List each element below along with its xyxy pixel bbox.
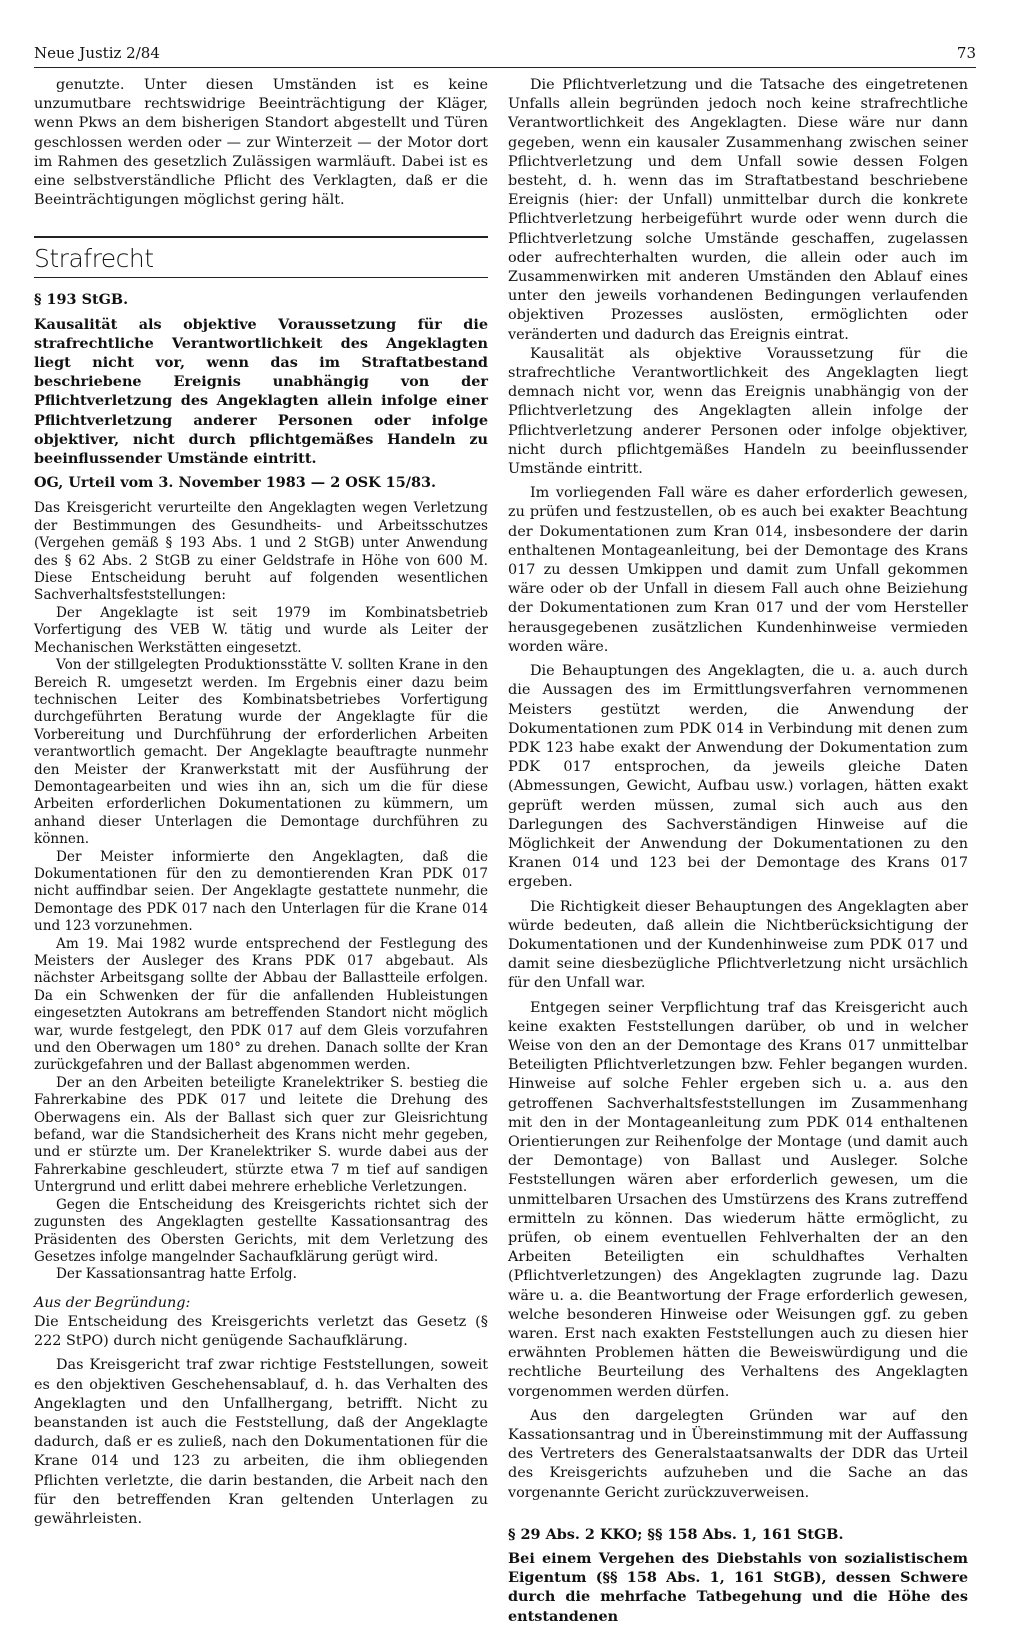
section-title: Strafrecht xyxy=(34,244,154,274)
left-column xyxy=(34,76,488,1529)
law-reference: § 193 StGB. xyxy=(34,291,129,309)
journal-title: Neue Justiz 2/84 xyxy=(34,44,160,62)
reasons-heading: Aus der Begründung: xyxy=(34,1294,191,1311)
intro-paragraph: genutzte. Unter diesen Umständen ist es keine unzumutbare rechtswidrige Beeinträchtigung der Kläger, wenn Pkws an dem bisherigen Standort abgestellt und Türen geschlossen werden oder — zur Winterzeit — der Motor dort im Rahmen des gesetzlich Zulässigen warmläuft. Dabei ist es eine selbstverständliche Pflicht des Verklagten, daß er die Beeinträchtigungen möglichst gering hält. xyxy=(34,77,488,209)
fact-paragraph: Gegen die Entscheidung des Kreisgerichts richtet sich der zugunsten des Angeklagten gestellte Kassationsantrag des Präsidenten des Obersten Gerichts, mit dem Verletzung des Gesetzes infolge mangelnder Sachaufklärung gerügt wird. xyxy=(34,1196,488,1265)
fact-paragraph: Das Kreisgericht verurteilte den Angeklagten wegen Verletzung der Bestimmungen des Gesundheits- und Arbeitsschutzes (Vergehen gemäß § 193 Abs. 1 und 2 StGB) unter Anwendung des § 62 Abs. 2 StGB zu einer Geldstrafe in Höhe von 600 M. Diese Entscheidung beruht auf folgenden wesentlichen Sachverhaltsfeststellungen: xyxy=(34,500,488,604)
fact-paragraph: Der Meister informierte den Angeklagten, daß die Dokumentationen für den zu demontierenden Kran PDK 017 nicht auffindbar seien. Der Angeklagte gestattete nunmehr, die Demontage des PDK 017 nach den Unterlagen für die Krane 014 und 123 vorzunehmen. xyxy=(34,848,488,935)
fact-paragraph: Der Angeklagte ist seit 1979 im Kombinatsbetrieb Vorfertigung des VEB W. tätig und wurde als Leiter der Mechanischen Werkstätten eingesetzt. xyxy=(34,604,488,656)
section-rule-top xyxy=(34,236,488,238)
page-header xyxy=(34,40,976,66)
body-paragraph: Die Pflichtverletzung und die Tatsache des eingetretenen Unfalls allein begründen jedoch noch keine strafrechtliche Verantwortlichkeit des Angeklagten. Diese wäre nur dann gegeben, wenn ein kausaler Zusammenhang zwischen seiner Pflichtverletzung und dem Unfall sowie dessen Folgen besteht, d. h. wenn das im Straftatbestand beschriebene Ereignis (hier: der Unfall) unmittelbar durch die konkrete Pflichtverletzung herbeigeführt wurde oder wenn durch die Pflichtverletzung solche Umstände geschaffen, zugelassen oder aufrechterhalten wurden, die allein oder auch im Zusammenwirken mit anderen Umständen den Ablauf eines unter den jeweils vorhandenen Bedingungen verlaufenden objektiven Prozesses auslösten, ermöglichten oder veränderten und dadurch das Ereignis eintrat. xyxy=(508,77,968,343)
body-paragraph: Aus den dargelegten Gründen war auf den Kassationsantrag und in Übereinstimmung mit der Auffassung des Vertreters des Generalstaatsanwalts der DDR das Urteil des Kreisgerichts aufzuheben und die Sache an das vorgenannte Gericht zurückzuverweisen. xyxy=(508,1407,968,1501)
reasons-paragraph: Die Entscheidung des Kreisgerichts verletzt das Gesetz (§ 222 StPO) durch nicht genügende Sachaufklärung. xyxy=(34,1313,488,1350)
headnote-2: Bei einem Vergehen des Diebstahls von sozialistischem Eigentum (§§ 158 Abs. 1, 161 StGB), dessen Schwere durch die mehrfache Tatbegehung und die Höhe des entstandenen xyxy=(508,1550,968,1625)
body-paragraph: Die Behauptungen des Angeklagten, die u. a. auch durch die Aussagen des im Ermittlungsverfahren vernommenen Meisters gestützt werden, die Anwendung der Dokumentationen zum PDK 014 in Verbindung mit denen zum PDK 123 habe exakt der Anwendung der Dokumentation zum PDK 017 entsprochen, da jeweils gleiche Daten (Abmessungen, Gewicht, Aufbau usw.) vorlagen, hätten exakt geprüft werden müssen, zumal sich auch aus den Darlegungen des Sachverständigen Hinweise auf die Möglichkeit der Anwendung der Dokumentationen zu den Kranen 014 und 123 bei der Demontage des Krans 017 ergeben. xyxy=(508,663,968,891)
fact-paragraph: Von der stillgelegten Produktionsstätte V. sollten Krane in den Bereich R. umgesetzt werden. Im Ergebnis einer dazu beim technischen Leiter des Kombinatsbetriebes Vorfertigung durchgeführten Beratung wurde der Angeklagte für die Vorbereitung und Durchführung der erforderlichen Arbeiten verantwortlich gemacht. Der Angeklagte beauftragte nunmehr den Meister der Kranwerkstatt mit der Ausführung der Demontagearbeiten und wies ihn an, sich um die für diese Arbeiten erforderlichen Dokumentationen zu kümmern, um anhand dieser Unterlagen die Demontage durchführen zu können. xyxy=(34,657,488,848)
reasons-paragraph: Das Kreisgericht traf zwar richtige Feststellungen, soweit es den objektiven Geschehensablauf, d. h. das Verhalten des Angeklagten und den Unfallhergang, betrifft. Nicht zu beanstanden ist auch die Feststellung, daß der Angeklagte dadurch, daß er es zuließ, nach den Dokumentationen für die Krane 014 und 123 zu arbeiten, die ihm obliegenden Pflichten verletzte, die darin bestanden, die Arbeit nach den für den betreffenden Kran geltenden Unterlagen zu gewährleisten. xyxy=(34,1357,488,1527)
body-paragraph: Kausalität als objektive Voraussetzung für die strafrechtliche Verantwortlichkeit des Angeklagten liegt demnach nicht vor, wenn das Ereignis unabhängig von der Pflichtverletzung des Angeklagten allein infolge der Pflichtverletzung anderer Personen oder infolge objektiver, nicht durch pflichtgemäßes Handeln zu beeinflussender Umstände eintritt. xyxy=(508,345,968,478)
facts-section xyxy=(34,500,488,1283)
fact-paragraph: Der Kassationsantrag hatte Erfolg. xyxy=(56,1266,297,1283)
law-reference-2: § 29 Abs. 2 KKO; §§ 158 Abs. 1, 161 StGB. xyxy=(508,1525,844,1543)
fact-paragraph: Am 19. Mai 1982 wurde entsprechend der Festlegung des Meisters der Ausleger des Krans PDK 017 abgebaut. Als nächster Arbeitsgang sollte der Abbau der Ballastteile erfolgen. Da ein Schwenken der für die anfallenden Hubleistungen eingesetzten Autokrans am betreffenden Standort nicht möglich war, wurde festgelegt, den PDK 017 auf dem Gleis vorzufahren und den Oberwagen um 180° zu drehen. Danach sollte der Kran zurückgefahren und der Ballast abgenommen werden. xyxy=(34,935,488,1074)
body-paragraph: Im vorliegenden Fall wäre es daher erforderlich gewesen, zu prüfen und festzustellen, ob es auch bei exakter Beachtung der Dokumentationen zum Kran 014, insbesondere der darin enthaltenen Montageanleitung, bei der Demontage des Krans 017 zu dessen Umkippen und damit zum Unfall gekommen wäre oder ob der Unfall in diesem Fall auch ohne Beiziehung der Dokumentationen zum Kran 017 und der vom Hersteller herausgegebenen zusätzlichen Kundenhinweise vermieden worden wäre. xyxy=(508,485,968,655)
headnote: Kausalität als objektive Voraussetzung für die strafrechtliche Verantwortlichkeit des Angeklagten liegt nicht vor, wenn das im Straftatbestand beschriebene Ereignis unabhängig von der Pflichtverletzung des Angeklagten allein infolge einer Pflichtverletzung anderer Personen oder infolge objektiver, nicht durch pflichtgemäßes Handeln zu beeinflussender Umstände eintritt. xyxy=(34,315,488,468)
section-rule-bottom xyxy=(34,277,488,278)
page-number: 73 xyxy=(956,44,976,62)
right-column xyxy=(508,76,968,1626)
body-paragraph: Die Richtigkeit dieser Behauptungen des Angeklagten aber würde bedeuten, daß allein die Nichtberücksichtigung der Dokumentationen und der Kundenhinweise zum PDK 017 und damit seine diesbezügliche Pflichtverletzung nicht ursächlich für den Unfall war. xyxy=(508,898,968,992)
body-paragraph: Entgegen seiner Verpflichtung traf das Kreisgericht auch keine exakten Feststellungen darüber, ob und in welcher Weise von den an der Demontage des Krans 017 unmittelbar Beteiligten Pflichtverletzungen bzw. Fehler begangen wurden. Hinweise auf solche Fehler ergeben sich u. a. aus den getroffenen Sachverhaltsfeststellungen im Zusammenhang mit den in der Montageanleitung zum PDK 014 enthaltenen Orientierungen zur Reihenfolge der Montage (und damit auch der Demontage) von Ballast und Ausleger. Solche Feststellungen wären aber erforderlich gewesen, um die unmittelbaren Ursachen des Umstürzens des Krans zutreffend ermitteln zu können. Das wiederum hätte ermöglicht, zu prüfen, ob einem eventuellen Fehlverhalten der an den Arbeiten Beteiligten ein schuldhaftes Verhalten (Pflichtverletzungen) des Angeklagten zugrunde lag. Dazu wäre u. a. die Beantwortung der Frage erforderlich gewesen, welche besonderen Hinweise oder Weisungen ggf. zu geben waren. Erst nach exakten Feststellungen auch zu diesen hier erwähnten Problemen hätten die Beweiswürdigung und die rechtliche Beurteilung des Verhaltens des Angeklagten vorgenommen werden dürfen. xyxy=(508,999,968,1400)
court-reference: OG, Urteil vom 3. November 1983 — 2 OSK 15/83. xyxy=(34,474,436,492)
header-rule xyxy=(34,67,976,68)
fact-paragraph: Der an den Arbeiten beteiligte Kranelektriker S. bestieg die Fahrerkabine des PDK 017 und leitete die Drehung des Oberwagens ein. Als der Ballast sich quer zur Gleisrichtung befand, war die Standsicherheit des Krans nicht mehr gegeben, und er stürzte um. Der Kranelektriker S. wurde dabei aus der Fahrerkabine geschleudert, stürzte etwa 7 m tief auf sandigen Untergrund und erlitt dabei mehrere erhebliche Verletzungen. xyxy=(34,1074,488,1196)
